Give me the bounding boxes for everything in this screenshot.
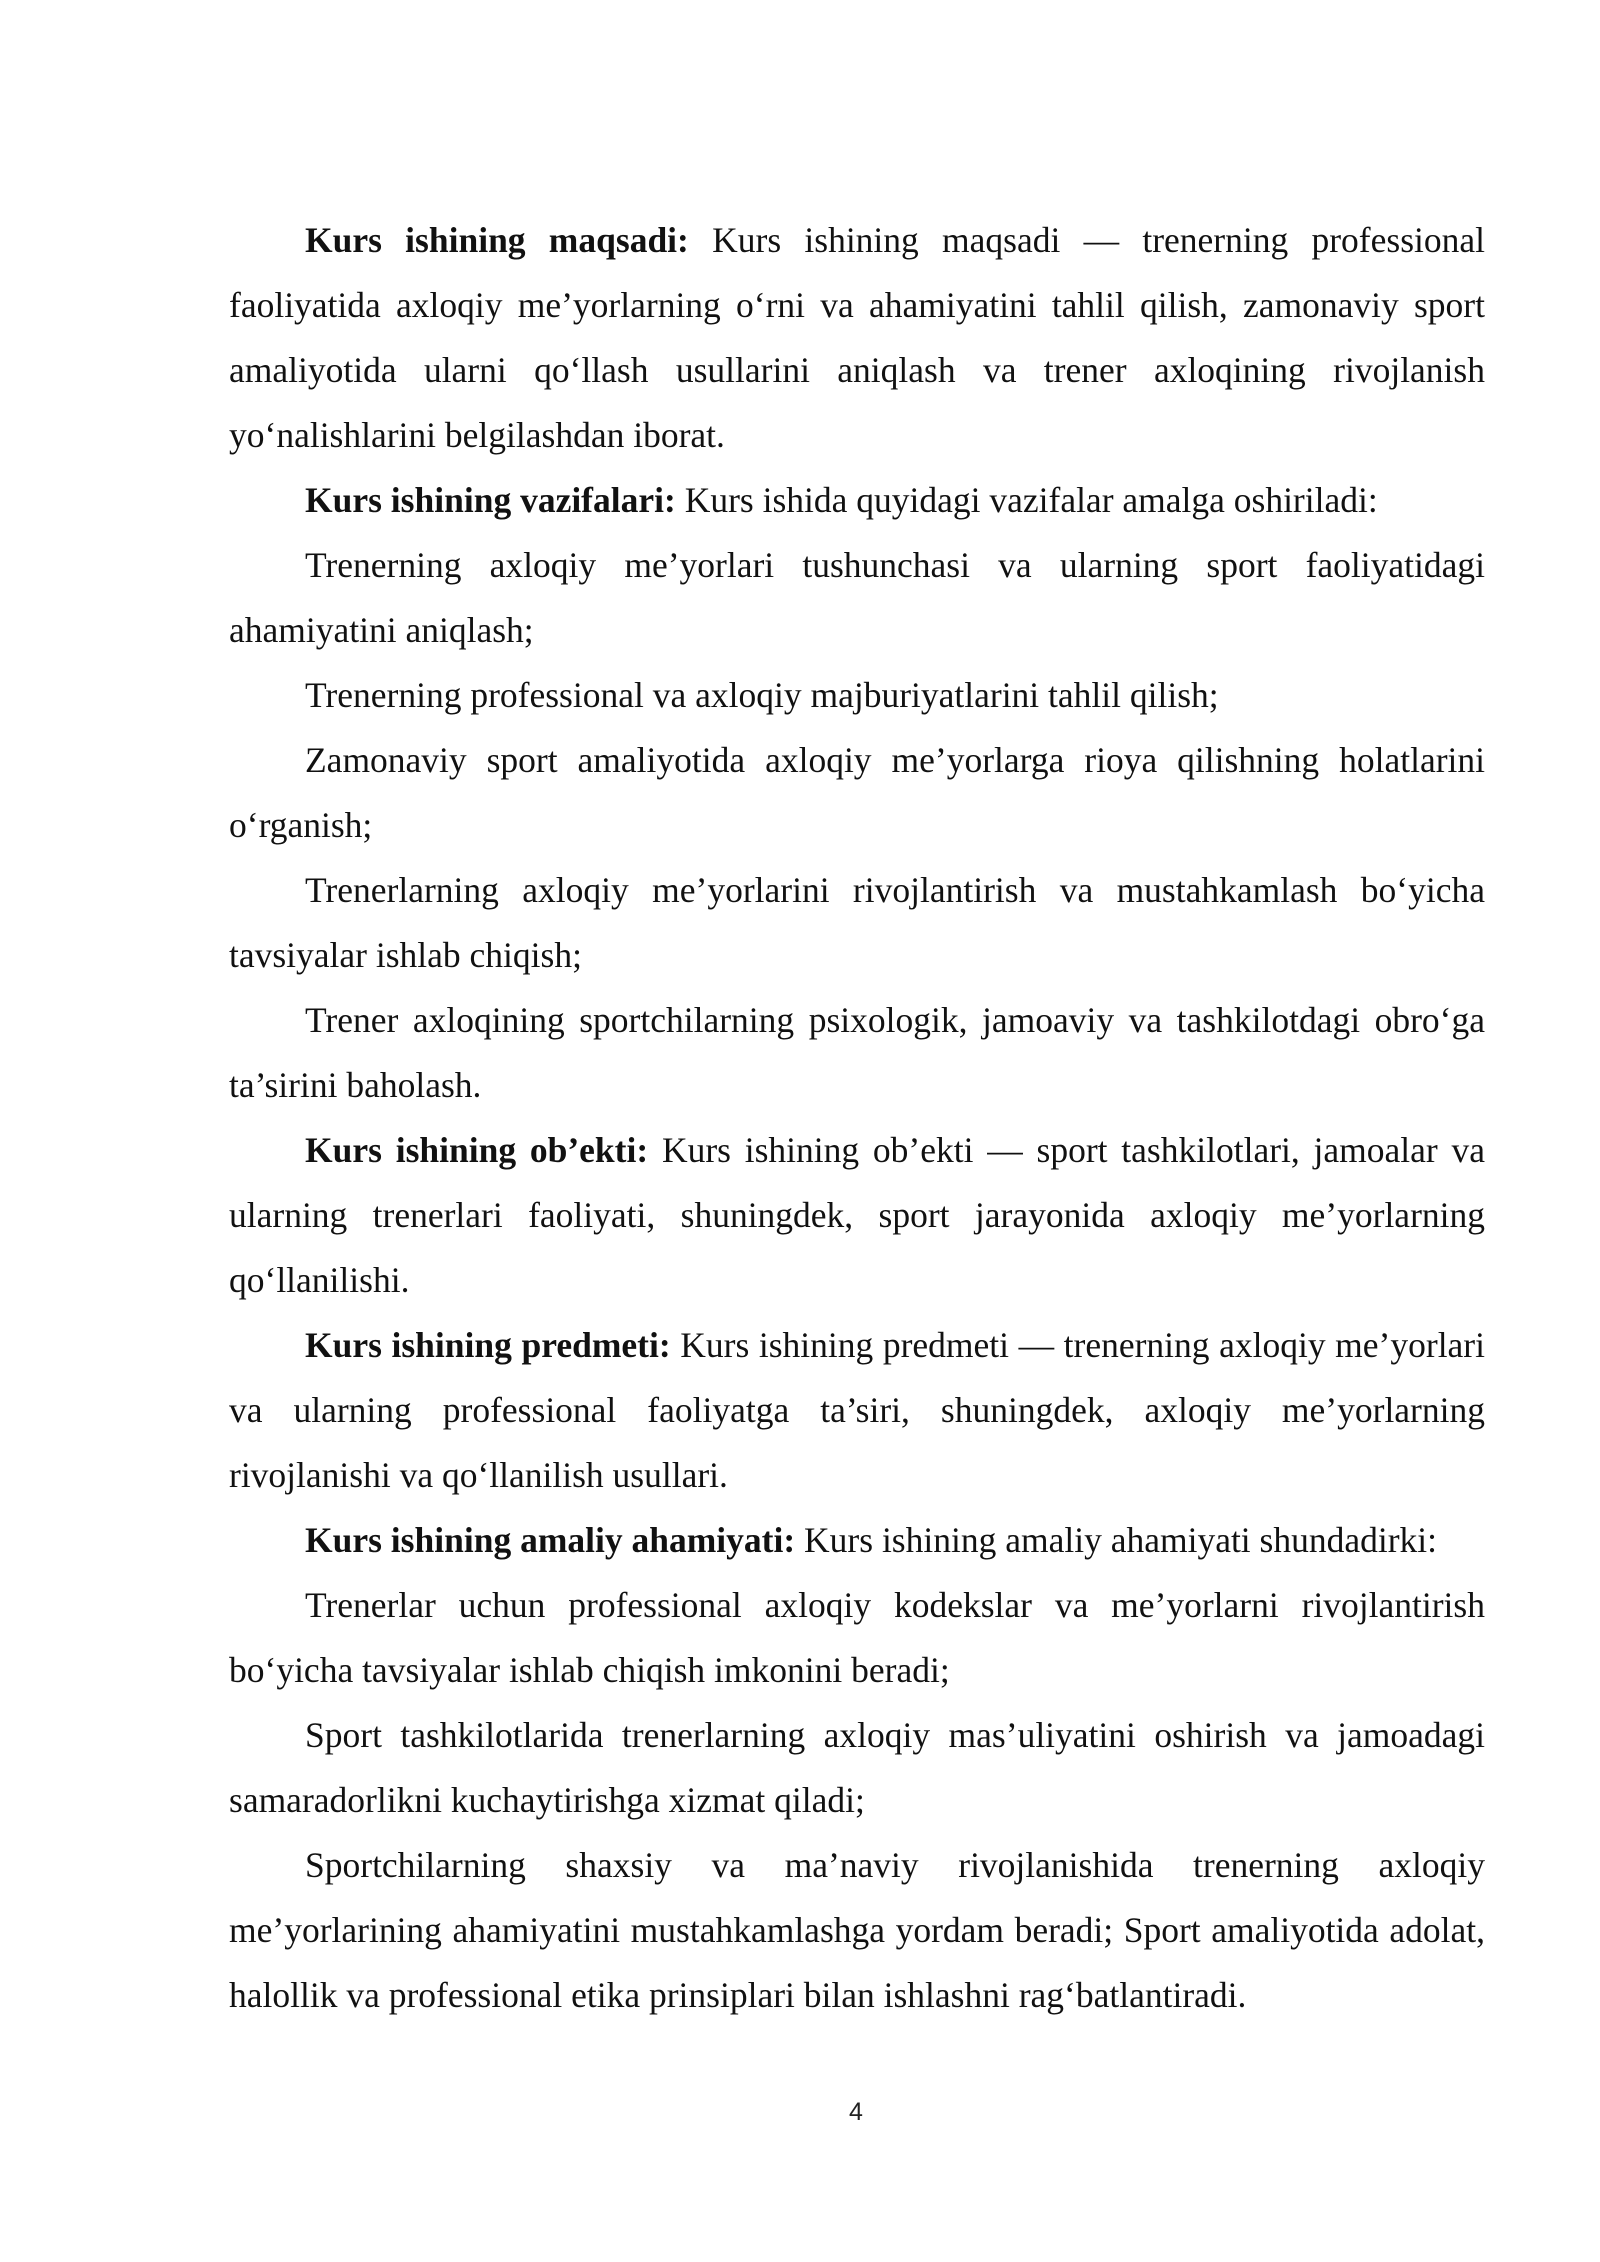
paragraph-label: Kurs ishining maqsadi: (305, 220, 689, 260)
list-item (229, 1703, 1485, 1833)
page-number: 4 (849, 2098, 863, 2126)
paragraph-text: Kurs ishida quyidagi vazifalar amalga oshiriladi: (675, 480, 1378, 520)
paragraph-text: Sport tashkilotlarida trenerlarning axloqiy mas’uliyatini oshirish va jamoadagi samaradorlikni kuchaytirishga xizmat qiladi; (229, 1715, 1485, 1820)
paragraph-vazifalari (229, 468, 1485, 533)
paragraph-amaliy-ahamiyati (229, 1508, 1485, 1573)
paragraph-predmeti (229, 1313, 1485, 1508)
paragraph-text: Sportchilarning shaxsiy va ma’naviy rivojlanishida trenerning axloqiy me’yorlarining ahamiyatini mustahkamlashga yordam beradi; Sport amaliyotida adolat, halollik va professional etika prinsiplari bilan ishlashni rag‘batlantiradi. (229, 1845, 1485, 2015)
paragraph-text: Trener axloqining sportchilarning psixologik, jamoaviy va tashkilotdagi obro‘ga ta’sirini baholash. (229, 1000, 1485, 1105)
list-item (229, 1573, 1485, 1703)
list-item (229, 1833, 1485, 2028)
paragraph-text: Trenerlar uchun professional axloqiy kodekslar va me’yorlarni rivojlantirish bo‘yicha tavsiyalar ishlab chiqish imkonini beradi; (229, 1585, 1485, 1690)
paragraph-maqsadi (229, 208, 1485, 468)
paragraph-text: Kurs ishining amaliy ahamiyati shundadirki: (795, 1520, 1438, 1560)
paragraph-text: Trenerning professional va axloqiy majburiyatlarini tahlil qilish; (305, 675, 1219, 715)
paragraph-text: Trenerlarning axloqiy me’yorlarini rivojlantirish va mustahkamlash bo‘yicha tavsiyalar ishlab chiqish; (229, 870, 1485, 975)
list-item (229, 858, 1485, 988)
list-item (229, 728, 1485, 858)
list-item (229, 988, 1485, 1118)
paragraph-label: Kurs ishining ob’ekti: (305, 1130, 649, 1170)
page-body (229, 208, 1485, 2028)
paragraph-text: Zamonaviy sport amaliyotida axloqiy me’yorlarga rioya qilishning holatlarini o‘rganish; (229, 740, 1485, 845)
paragraph-text: Kurs ishining maqsadi — trenerning professional faoliyatida axloqiy me’yorlarning o‘rni va ahamiyatini tahlil qilish, zamonaviy sport amaliyotida ularni qo‘llash usullarini aniqlash va trener axloqining rivojlanish yo‘nalishlarini belgilashdan iborat. (229, 220, 1485, 455)
paragraph-obekti (229, 1118, 1485, 1313)
list-item (229, 533, 1485, 663)
paragraph-text: Kurs ishining ob’ekti — sport tashkilotlari, jamoalar va ularning trenerlari faoliyati, shuningdek, sport jarayonida axloqiy me’yorlarning qo‘llanilishi. (229, 1130, 1485, 1300)
list-item (229, 663, 1485, 728)
paragraph-text: Kurs ishining predmeti — trenerning axloqiy me’yorlari va ularning professional faoliyatga ta’siri, shuningdek, axloqiy me’yorlarning rivojlanishi va qo‘llanilish usullari. (229, 1325, 1485, 1495)
paragraph-label: Kurs ishining vazifalari: (305, 480, 676, 520)
paragraph-text: Trenerning axloqiy me’yorlari tushunchasi va ularning sport faoliyatidagi ahamiyatini aniqlash; (229, 545, 1485, 650)
paragraph-label: Kurs ishining predmeti: (305, 1325, 671, 1365)
paragraph-label: Kurs ishining amaliy ahamiyati: (305, 1520, 796, 1560)
